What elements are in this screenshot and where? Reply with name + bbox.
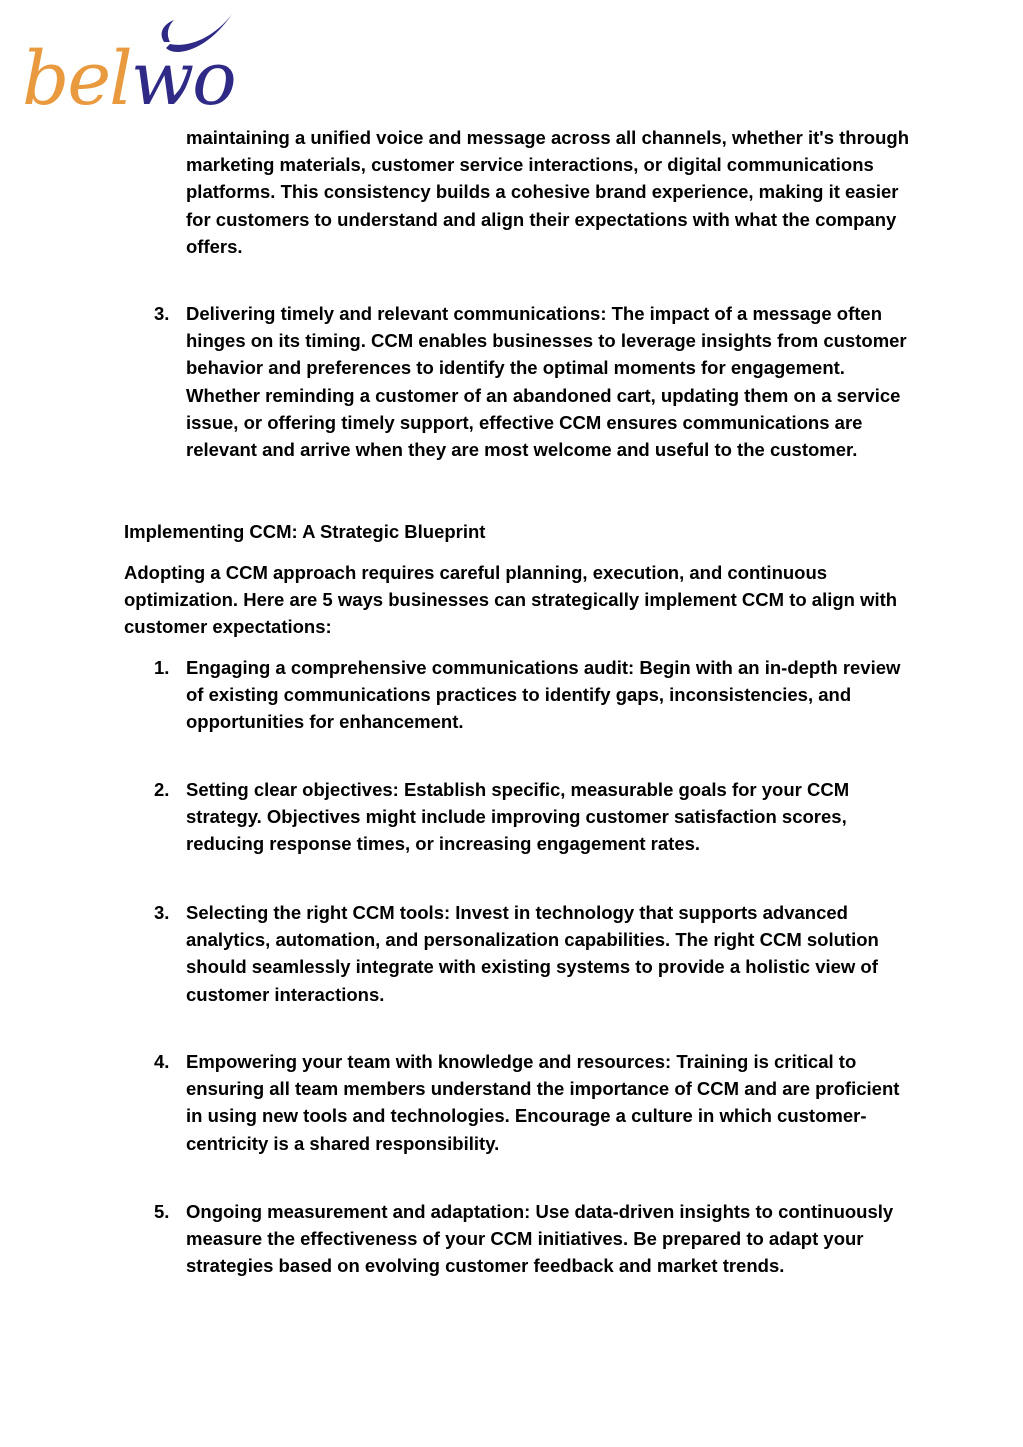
list-item-number: 4. — [154, 1051, 170, 1072]
list-item — [124, 1048, 914, 1160]
list-item — [124, 300, 914, 470]
list-item-number: 2. — [154, 779, 170, 800]
section-heading: Implementing CCM: A Strategic Blueprint — [124, 521, 486, 542]
list-item-text: Selecting the right CCM tools: Invest in technology that supports advanced analytics, automation, and personalization capabilities. The right CCM solution should seamlessly integrate with existing systems to provide a holistic view of customer interactions. — [186, 902, 879, 1005]
list-item — [124, 899, 914, 1011]
logo-text-wo: wo — [130, 36, 235, 122]
list-item-number: 3. — [154, 303, 170, 324]
section-intro-paragraph: Adopting a CCM approach requires careful planning, execution, and continuous optimization. Here are 5 ways businesses can strategically implement CCM to align with customer expectations: — [124, 562, 898, 638]
list-item-number: 1. — [154, 657, 170, 678]
list-item-text: Delivering timely and relevant communications: The impact of a message often hinges on its timing. CCM enables businesses to leverage insights from customer behavior and preferences to identify the optimal moments for engagement. Whether reminding a customer of an abandoned cart, updating them on a service issue, or offering timely support, effective CCM ensures communications are relevant and arrive when they are most welcome and useful to the customer. — [186, 303, 907, 461]
list-item-number: 3. — [154, 902, 170, 923]
list-item-number: 5. — [154, 1201, 170, 1222]
logo-wordmark — [22, 36, 235, 122]
list-item-text: Empowering your team with knowledge and resources: Training is critical to ensuring all team members understand the importance of CCM and are proficient in using new tools and technologies. Encourage a culture in which customer-centricity is a shared responsibility. — [186, 1051, 900, 1154]
list-item-text: Engaging a comprehensive communications audit: Begin with an in-depth review of existing communications practices to identify gaps, inconsistencies, and opportunities for enhancement. — [186, 657, 901, 733]
belwo-logo — [18, 4, 238, 122]
list-item — [124, 1198, 914, 1282]
logo-text-bel: bel — [22, 36, 131, 122]
list-item-text: Ongoing measurement and adaptation: Use data-driven insights to continuously measure the effectiveness of your CCM initiatives. Be prepared to adapt your strategies based on evolving customer feedback and market trends. — [186, 1201, 894, 1277]
list-item-text: Setting clear objectives: Establish specific, measurable goals for your CCM strategy. Objectives might include improving customer satisfaction scores, reducing response times, or increasing engagement rates. — [186, 779, 850, 855]
list-item — [124, 776, 914, 860]
intro-continuation-paragraph: maintaining a unified voice and message across all channels, whether it's through marketing materials, customer service interactions, or digital communications platforms. This consistency builds a cohesive brand experience, making it easier for customers to understand and align their expectations with what the company offers. — [186, 127, 909, 257]
list-item — [124, 654, 914, 738]
